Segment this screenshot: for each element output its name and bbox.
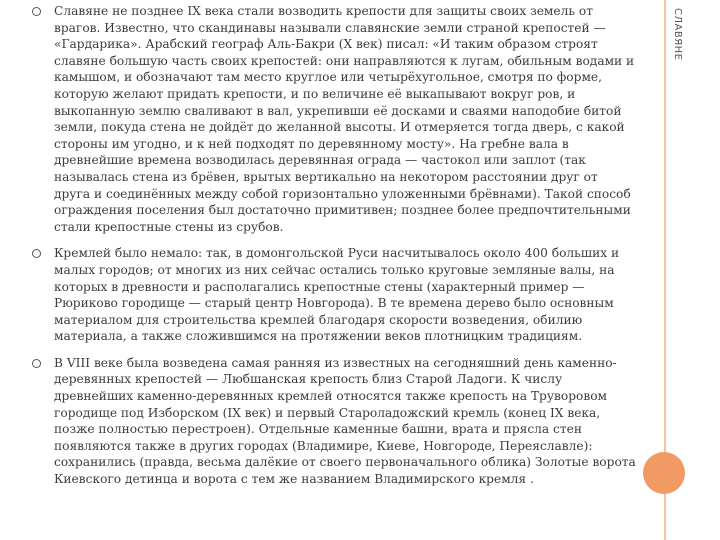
bullet-item: [32, 355, 636, 488]
bullet-list: [32, 3, 636, 498]
bullet-text: Кремлей было немало: так, в домонгольской Руси насчитывалось около 400 больших и малых городов; от многих из них сейчас остались только круговые земляные валы, на которых в древности и располагались крепостные стены (характерный пример — Рюриково городище — старый центр Новгорода). В те времена дерево было основным материалом для строительства кремлей благодаря скорости возведения, обилию материала, а также сложившимся на протяжении веков плотницким традициям.: [54, 246, 620, 344]
hollow-circle-bullet-icon: [32, 7, 41, 16]
orange-circle-decoration: [643, 452, 685, 494]
hollow-circle-bullet-icon: [32, 359, 41, 368]
side-title: СЛАВЯНЕ: [672, 8, 683, 61]
bullet-text: В VIII веке была возведена самая ранняя из известных на сегодняшний день каменно-деревянных крепостей — Любшанская крепость близ Старой Ладоги. К числу древнейших каменно-деревянных кремлей относятся также крепость на Труворовом городище под Изборском (IX век) и первый Староладожский кремль (конец IX века, позже полностью перестроен). Отдельные каменные башни, врата и прясла стен появляются также в других городах (Владимире, Киеве, Новгороде, Переяславле): сохранились (правда, весьма далёкие от своего первоначального облика) Золотые ворота Киевского детинца и ворота с тем же названием Владимирского кремля .: [54, 355, 636, 487]
hollow-circle-bullet-icon: [32, 249, 41, 258]
bullet-text: Славяне не позднее IX века стали возводить крепости для защиты своих земель от врагов. Известно, что скандинавы называли славянские земли страной крепостей — «Гардарика». Арабский географ Аль-Бакри (X век) писал: «И таким образом строят славяне большую часть своих крепостей: они направляются к лугам, обильным водами и камышом, и обозначают там место круглое или четырёхугольное, смотря по форме, которую желают придать крепости, и по величине её выкапывают вокруг ров, и выкопанную землю сваливают в вал, укрепивши её досками и сваями наподобие битой земли, покуда стена не дойдёт до желанной высоты. И отмеряется тогда дверь, с какой стороны им угодно, и к ней подходят по деревянному мосту». На гребне вала в древнейшие времена возводилась деревянная ограда — частокол или заплот (так называлась стена из брёвен, врытых вертикально на некотором расстоянии друг от друга и соединённых между собой горизонтально уложенными брёвнами). Такой способ ограждения поселения был достаточно примитивен; позднее более предпочтительными стали крепостные стены из срубов.: [54, 4, 635, 234]
bullet-item: [32, 245, 636, 345]
bullet-item: [32, 3, 636, 235]
